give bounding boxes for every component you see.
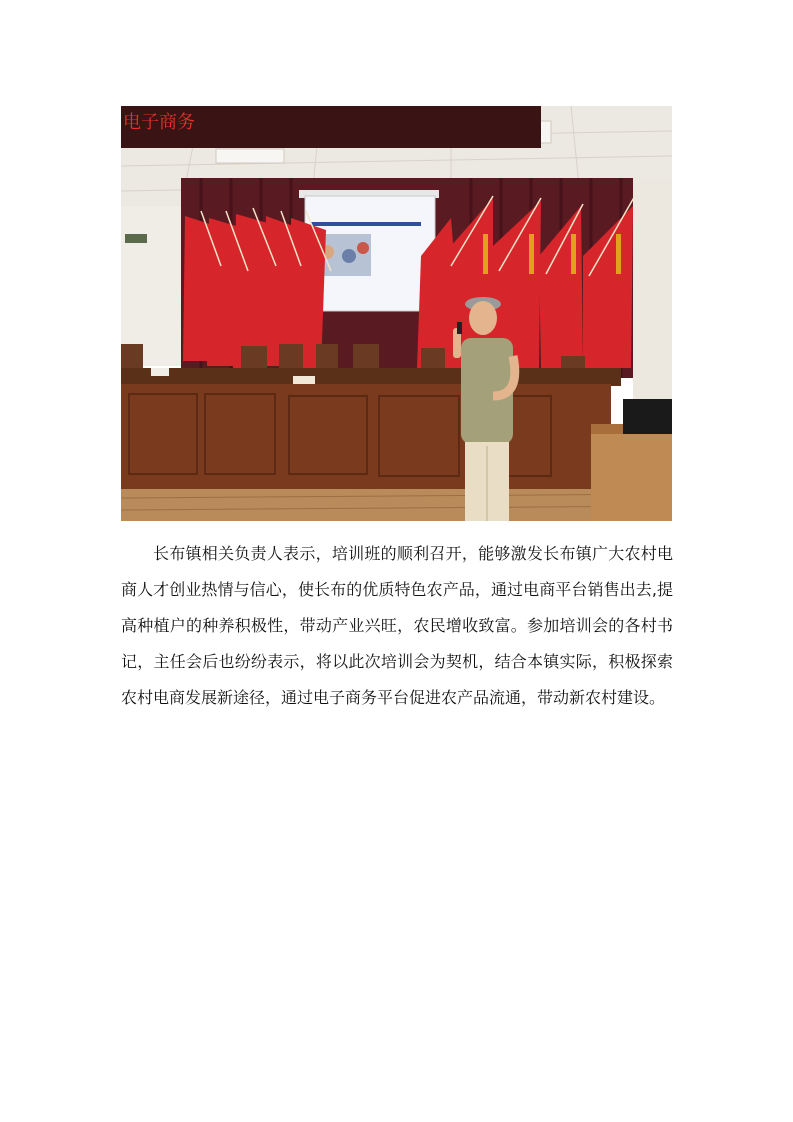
body-paragraph: 长布镇相关负责人表示，培训班的顺利召开，能够激发长布镇广大农村电商人才创业热情与信心，使长布的优质特色农产品，通过电商平台销售出去,提高种植户的种养积极性，带动产业兴旺，农民增收致富。参加培训会的各村书记，主任会后也纷纷表示，将以此次培训会为契机，结合本镇实际，积极探索农村电商发展新途径，通过电子商务平台促进农产品流通，带动新农村建设。 <box>121 544 673 707</box>
training-session-photo <box>121 106 672 521</box>
led-banner-text: 电子商务 <box>123 112 195 133</box>
